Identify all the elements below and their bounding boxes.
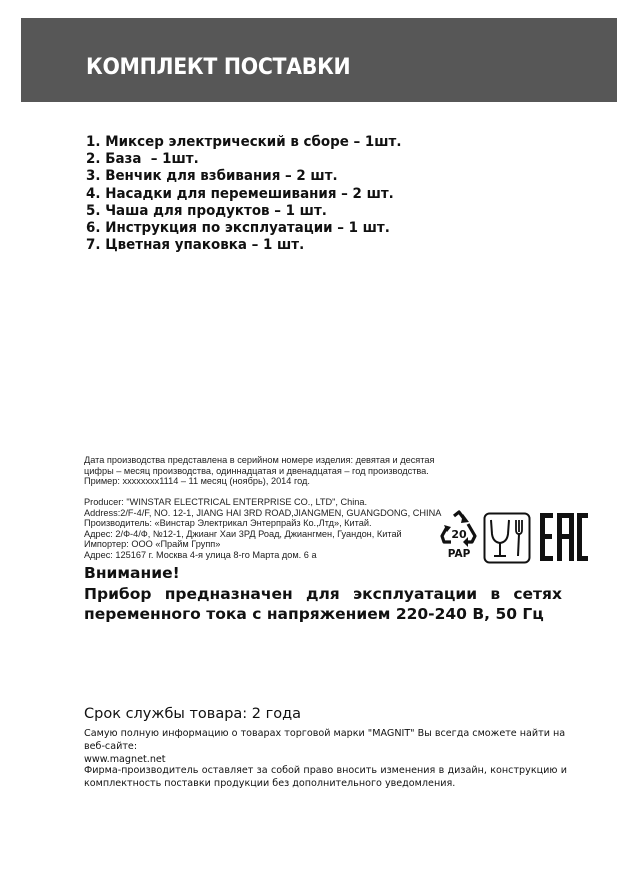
certification-marks (438, 510, 590, 566)
producer-line: Producer: "WINSTAR ELECTRICAL ENTERPRISE CO., LTD", China. (84, 497, 368, 507)
brand-info (84, 727, 574, 766)
item-text: Венчик для взбивания – 2 шт. (105, 168, 338, 185)
list-item (86, 134, 401, 151)
manufacturer-disclaimer: Фирма-производитель оставляет за собой право вносить изменения в дизайн, конструкцию и комплектность поставки продукции без дополнительного уведомления. (84, 765, 567, 789)
header-bar (21, 18, 617, 102)
service-life: Срок службы товара: 2 года (84, 706, 302, 722)
item-text: Инструкция по эксплуатации – 1 шт. (105, 220, 390, 237)
item-text: База – 1шт. (105, 151, 199, 168)
eac-certification-icon (539, 512, 589, 562)
svg-text:20: 20 (451, 528, 467, 541)
importer-line: Импортер: ООО «Прайм Групп» (84, 539, 221, 550)
date-note-line: цифры – месяц производства, одиннадцатая и двенадцатая – год производства. (84, 465, 429, 476)
date-note-line: Дата производства представлена в серийном номере изделия: девятая и десятая (84, 455, 435, 465)
producer-info (84, 497, 441, 561)
website-link[interactable]: www.magnet.net (84, 754, 166, 765)
producer-ru-address-line: Адрес: 2/Ф-4/Ф, №12-1, Джианг Хаи 3РД Роад, Джиангмен, Гуандон, Китай (84, 528, 402, 539)
item-number: 3. (86, 168, 101, 185)
kit-contents-list (86, 134, 415, 254)
warning-body: Прибор предназначен для эксплуатации в сетях переменного тока с напряжением 220-240 В, 50 Гц (84, 584, 562, 623)
importer-address-line: Адрес: 125167 г. Москва 4-я улица 8-го Марта дом. 6 а (84, 549, 317, 560)
item-number: 5. (86, 202, 101, 219)
warning-title: Внимание! (84, 564, 180, 582)
brand-info-text: Самую полную информацию о товарах торговой марки "MAGNIT" Вы всегда сможете найти на веб-сайте: (84, 728, 566, 752)
list-item (86, 151, 401, 168)
item-number: 7. (86, 237, 101, 254)
item-text: Цветная упаковка – 1 шт. (105, 237, 305, 254)
list-item (86, 203, 401, 220)
list-item (86, 220, 401, 237)
list-item (86, 168, 401, 185)
svg-text:PAP: PAP (447, 548, 471, 560)
producer-ru-line: Производитель: «Винстар Электрикал Энтерпрайз Ко.,Лтд», Китай. (84, 518, 372, 529)
date-note-line: Пример: xxxxxxxx1114 – 11 месяц (ноябрь), 2014 год. (84, 476, 310, 487)
list-item (86, 237, 401, 254)
item-number: 2. (86, 151, 101, 168)
voltage-warning (84, 563, 562, 625)
recycle-pap-icon (438, 510, 480, 560)
item-text: Чаша для продуктов – 1 шт. (105, 202, 327, 219)
item-text: Насадки для перемешивания – 2 шт. (105, 185, 394, 202)
page-title: КОМПЛЕКТ ПОСТАВКИ (86, 55, 351, 80)
item-text: Миксер электрический в сборе – 1шт. (105, 134, 402, 150)
producer-address-line: Address:2/F-4/F, NO. 12-1, JIANG HAI 3RD ROAD,JIANGMEN, GUANGDONG, CHINA (84, 507, 442, 518)
production-date-note (84, 455, 434, 487)
list-item (86, 186, 401, 203)
food-safe-glass-fork-icon (483, 512, 531, 564)
item-number: 6. (86, 220, 101, 237)
item-number: 4. (86, 185, 101, 202)
item-number: 1. (86, 134, 101, 150)
